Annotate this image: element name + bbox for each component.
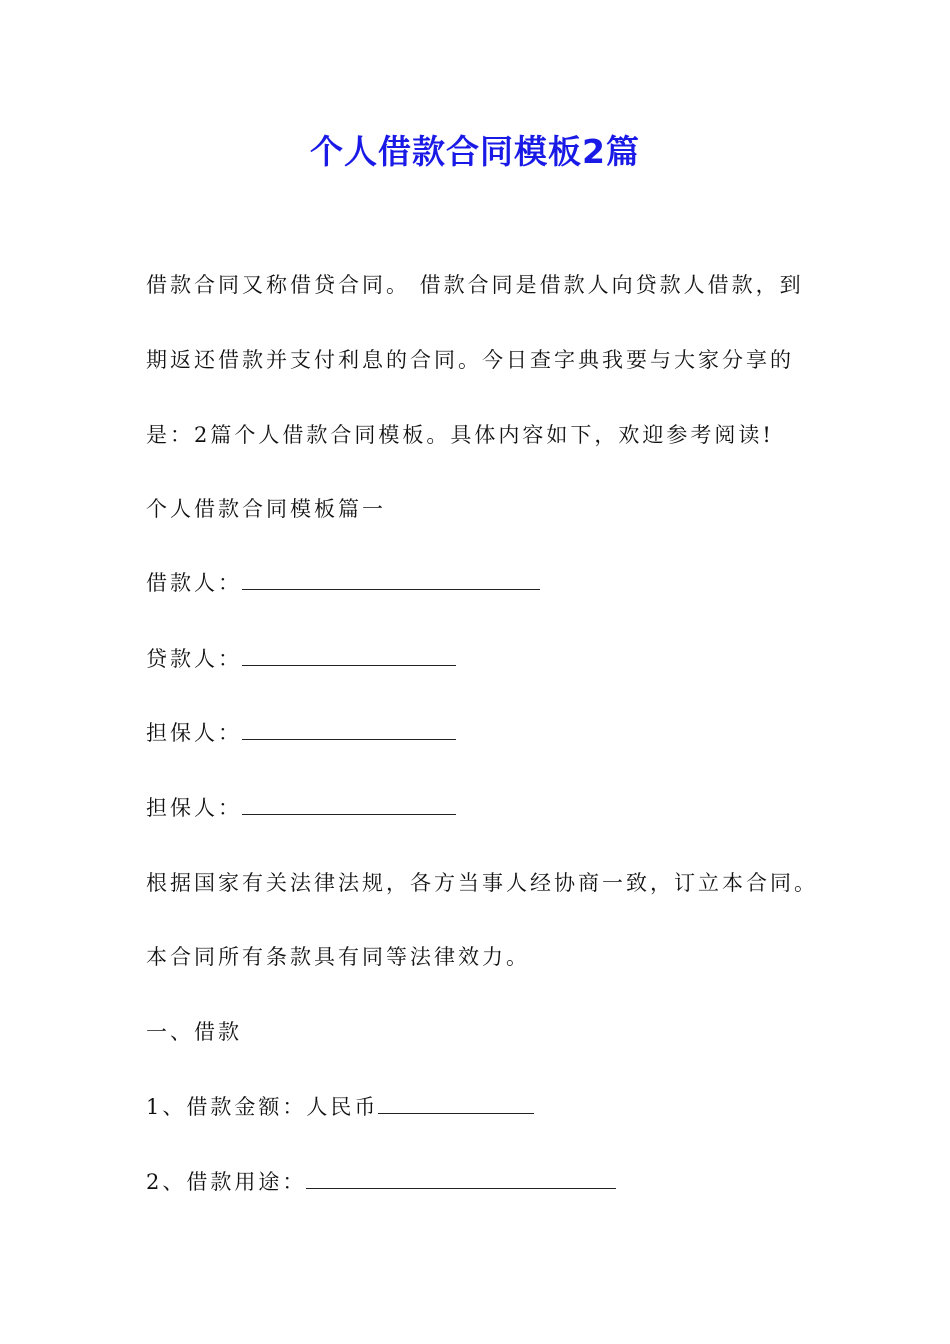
lender-row (146, 644, 456, 674)
intro-line-3: 是：2篇个人借款合同模板。具体内容如下，欢迎参考阅读! (146, 423, 774, 447)
loan-amount-blank[interactable] (378, 1093, 534, 1114)
lender-label: 贷款人： (146, 647, 242, 671)
intro-line-1: 借款合同又称借贷合同。 借款合同是借款人向贷款人借款，到 (146, 273, 804, 297)
loan-purpose-label: 2、借款用途： (146, 1170, 307, 1194)
intro-line-2: 期返还借款并支付利息的合同。今日查字典我要与大家分享的 (146, 348, 794, 372)
section-heading: 个人借款合同模板篇一 (146, 497, 386, 521)
preamble-line-2: 本合同所有条款具有同等法律效力。 (146, 945, 530, 969)
guarantor-blank-2[interactable] (242, 794, 456, 815)
borrower-row (146, 568, 540, 598)
guarantor-row-1 (146, 718, 456, 748)
loan-amount-row (146, 1092, 534, 1122)
guarantor-blank-1[interactable] (242, 719, 456, 740)
borrower-blank[interactable] (242, 569, 540, 590)
clause-1-heading: 一、借款 (146, 1020, 242, 1044)
loan-purpose-row (146, 1167, 616, 1197)
loan-amount-label: 1、借款金额：人民币 (146, 1095, 379, 1119)
preamble-line-1: 根据国家有关法律法规，各方当事人经协商一致，订立本合同。 (146, 871, 818, 895)
lender-blank[interactable] (242, 645, 456, 666)
borrower-label: 借款人： (146, 571, 242, 595)
document-title: 个人借款合同模板2篇 (310, 132, 640, 171)
guarantor-label-2: 担保人： (146, 796, 242, 820)
guarantor-row-2 (146, 793, 456, 823)
loan-purpose-blank[interactable] (306, 1168, 616, 1189)
guarantor-label-1: 担保人： (146, 721, 242, 745)
